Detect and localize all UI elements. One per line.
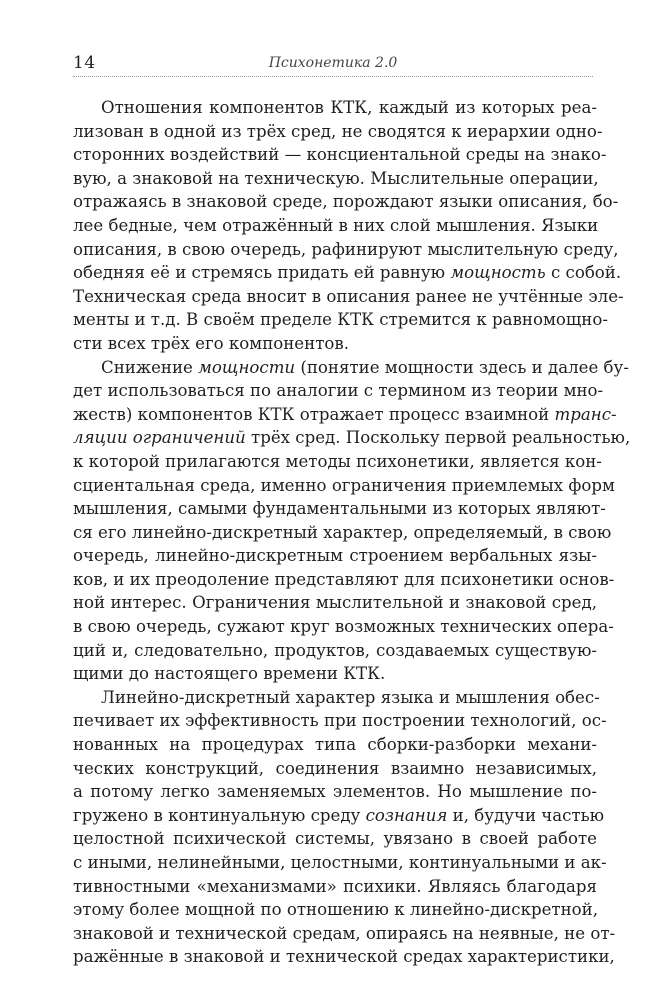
text-run: вую, а знаковой на техническую. Мыслительные операции, <box>73 168 599 188</box>
text-run: очередь, линейно-дискретным строением вербальных язы- <box>73 546 597 566</box>
text-run: менты и т.д. В своём пределе КТК стремится к равномощно- <box>73 310 608 330</box>
text-run: ражённые в знаковой и технической средах характеристики, <box>73 947 615 967</box>
text-run: сциентальная среда, именно ограничения приемлемых форм <box>73 475 615 495</box>
text-line <box>73 898 597 922</box>
text-line <box>73 214 597 238</box>
text-line <box>73 733 597 757</box>
text-run: сторонних воздействий — консциентальной среды на знако- <box>73 145 607 165</box>
text-run: лизован в одной из трёх сред, не сводятся к иерархии одно- <box>73 121 603 141</box>
text-run: этому более мощной по отношению к линейно-дискретной, <box>73 900 598 920</box>
text-line <box>73 709 607 733</box>
text-line <box>73 851 607 875</box>
text-line <box>73 875 597 899</box>
text-run: в свою очередь, сужают круг возможных технических опера- <box>73 617 614 637</box>
text-run: описания, в свою очередь, рафинируют мыслительную среду, <box>73 239 619 259</box>
text-run: дет использоваться по аналогии с термином из теории мно- <box>73 381 604 401</box>
text-line <box>73 544 597 568</box>
text-run: знаковой и технической средам, опираясь на неявные, не от- <box>73 923 616 943</box>
text-run: с иными, нелинейными, целостными, континуальными и ак- <box>73 853 607 872</box>
text-run: тивностными «механизмами» психики. Являясь благодаря <box>73 876 597 896</box>
text-run: гружено в континуальную среду <box>73 805 366 825</box>
running-title: Психонетика 2.0 <box>268 55 398 71</box>
text-run: печивает их эффективность при построении технологий, ос- <box>73 711 607 731</box>
text-run: мышления, самыми фундаментальными из которых являют- <box>73 499 606 519</box>
text-run: ций и, следовательно, продуктов, создаваемых существую- <box>73 640 597 660</box>
text-run: сти всех трёх его компонентов. <box>73 333 349 353</box>
text-run: и, будучи частью <box>447 805 605 825</box>
paragraph <box>73 96 624 356</box>
text-line <box>73 521 612 545</box>
body-text <box>73 96 631 969</box>
text-line <box>73 591 597 615</box>
text-line <box>73 804 605 828</box>
text-run: лее бедные, чем отражённый в них слой мышления. Языки <box>73 215 599 235</box>
text-run: ческих конструкций, соединения взаимно независимых, <box>73 758 597 778</box>
text-line <box>73 497 606 521</box>
italic-term: сознания <box>365 805 448 825</box>
text-run: Техническая среда вносит в описания ранее не учтённые эле- <box>73 286 624 306</box>
text-run: Линейно-дискретный характер языка и мышления обес- <box>101 687 600 707</box>
text-run: ков, и их преодоление представляют для психонетики основ- <box>73 569 615 589</box>
text-line <box>73 686 600 710</box>
text-run: жеств) компонентов КТК отражает процесс взаимной <box>73 404 555 424</box>
text-line <box>73 238 619 262</box>
text-line <box>73 780 597 804</box>
text-run: Снижение <box>101 357 199 377</box>
text-run: целостной психической системы, увязано в своей работе <box>73 829 597 849</box>
text-line <box>73 662 597 686</box>
text-line <box>73 827 597 851</box>
text-run: с собой. <box>545 263 622 283</box>
italic-term: мощность <box>450 263 546 283</box>
text-line <box>73 474 615 498</box>
text-run: трёх сред. Поскольку первой реальностью, <box>245 428 631 448</box>
text-line <box>73 945 615 969</box>
text-line <box>73 167 597 191</box>
italic-term: мощности <box>198 357 296 377</box>
text-line <box>73 403 617 427</box>
italic-term: транс- <box>554 404 617 424</box>
text-run: а потому легко заменяемых элементов. Но мышление по- <box>73 782 597 802</box>
paragraph <box>73 686 616 969</box>
text-line <box>73 639 597 663</box>
text-run: обедняя её и стремясь придать ей равную <box>73 263 451 283</box>
paragraph <box>73 356 631 686</box>
text-run: ной интерес. Ограничения мыслительной и знаковой сред, <box>73 593 597 613</box>
text-run: щими до настоящего времени КТК. <box>73 664 386 684</box>
text-run: Отношения компонентов КТК, каждый из которых реа- <box>101 98 597 117</box>
page-header <box>73 54 593 77</box>
text-line <box>73 450 602 474</box>
text-run: нованных на процедурах типа сборки-разборки механи- <box>73 735 597 755</box>
text-line <box>73 96 597 120</box>
text-line <box>73 615 614 639</box>
text-line <box>73 922 616 946</box>
text-run: к которой прилагаются методы психонетики, является кон- <box>73 451 602 471</box>
text-line <box>73 426 631 450</box>
italic-term: ляции ограничений <box>73 428 246 448</box>
text-line <box>73 285 624 309</box>
text-run: (понятие мощности здесь и далее бу- <box>295 357 629 377</box>
text-line <box>73 379 604 403</box>
text-run: отражаясь в знаковой среде, порождают языки описания, бо- <box>73 192 619 212</box>
text-line <box>73 261 622 285</box>
text-line <box>73 308 608 332</box>
text-line <box>73 568 615 592</box>
text-line <box>73 120 603 144</box>
text-line <box>73 356 629 380</box>
text-line <box>73 332 597 356</box>
page-number: 14 <box>73 53 96 73</box>
text-line <box>73 190 619 214</box>
text-run: ся его линейно-дискретный характер, определяемый, в свою <box>73 522 612 542</box>
text-line <box>73 757 597 781</box>
text-line <box>73 143 607 167</box>
